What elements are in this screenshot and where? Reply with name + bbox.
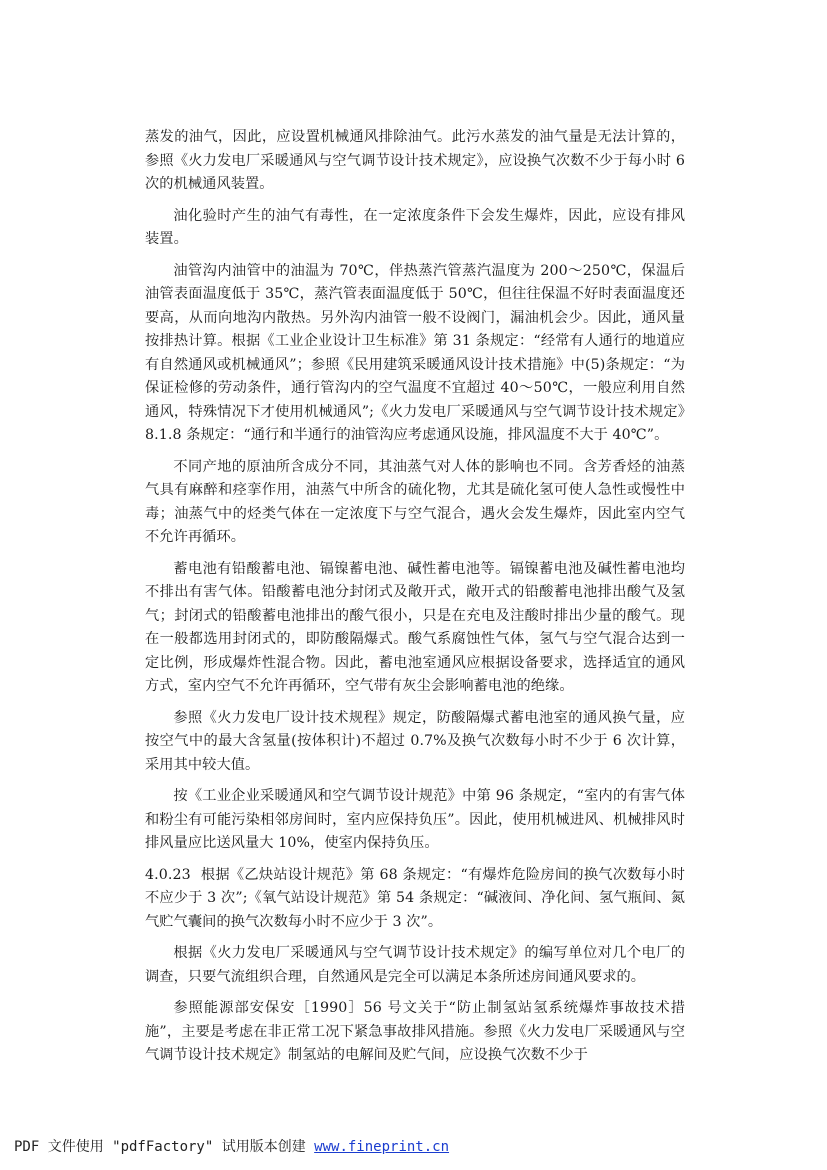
paragraph-9: 参照能源部安保安［1990］56 号文关于“防止制氢站氢系统爆炸事故技术措施”，主要是考虑在非正常工况下紧急事故排风措施。参照《火力发电厂采暖通风与空气调节设计技术规定》制氢站的电解间及贮气间，应设换气次数不少于 (145, 1000, 685, 1063)
footer-link[interactable]: www.fineprint.cn (314, 1139, 450, 1155)
paragraph-1: 蒸发的油气，因此，应设置机械通风排除油气。此污水蒸发的油气量是无法计算的，参照《火力发电厂采暖通风与空气调节设计技术规定》，应设换气次数不少于每小时 6 次的机械通风装置。 (145, 129, 685, 192)
paragraph-8: 根据《火力发电厂采暖通风与空气调节设计技术规定》的编写单位对几个电厂的调查，只要气流组织合理，自然通风是完全可以满足本条所述房间通风要求的。 (145, 945, 685, 985)
clause-text: 根据《乙炔站设计规范》第 68 条规定：“有爆炸危险房间的换气次数每小时不应少于 3 次”;《氧气站设计规范》第 54 条规定：“碱液间、净化间、氢气瓶间、氮气贮气囊间的换气次数每小时不应少于 3 次”。 (145, 866, 685, 930)
clause-4-0-23 (145, 864, 685, 935)
pdf-footer (14, 1136, 449, 1156)
paragraph-2: 油化验时产生的油气有毒性，在一定浓度条件下会发生爆炸，因此，应设有排风装置。 (145, 207, 685, 247)
footer-text: PDF 文件使用 "pdfFactory" 试用版本创建 (14, 1139, 306, 1155)
paragraph-4: 不同产地的原油所含成分不同，其油蒸气对人体的影响也不同。含芳香烃的油蒸气具有麻醉和痉挛作用，油蒸气中所含的硫化物，尤其是硫化氢可使人急性或慢性中毒；油蒸气中的烃类气体在一定浓度下与空气混合，遇火会发生爆炸，因此室内空气不允许再循环。 (145, 458, 685, 545)
clause-number: 4.0.23 (145, 866, 191, 883)
paragraph-5: 蓄电池有铅酸蓄电池、镉镍蓄电池、碱性蓄电池等。镉镍蓄电池及碱性蓄电池均不排出有害气体。铅酸蓄电池分封闭式及敞开式，敞开式的铅酸蓄电池排出酸气及氢气；封闭式的铅酸蓄电池排出的酸气很小，只是在充电及注酸时排出少量的酸气。现在一般都选用封闭式的，即防酸隔爆式。酸气系腐蚀性气体，氢气与空气混合达到一定比例，形成爆炸性混合物。因此，蓄电池室通风应根据设备要求，选择适宜的通风方式，室内空气不允许再循环，空气带有灰尘会影响蓄电池的绝缘。 (145, 560, 685, 694)
paragraph-6: 参照《火力发电厂设计技术规程》规定，防酸隔爆式蓄电池室的通风换气量，应按空气中的最大含氢量(按体积计)不超过 0.7%及换气次数每小时不少于 6 次计算，采用其中较大值。 (145, 709, 685, 773)
paragraph-3: 油管沟内油管中的油温为 70℃，伴热蒸汽管蒸汽温度为 200～250℃，保温后油管表面温度低于 35℃，蒸汽管表面温度低于 50℃，但往往保温不好时表面温度还要高，从而向地沟内散热。另外沟内油管一般不设阀门，漏油机会少。因此，通风量按排热计算。根据《工业企业设计卫生标准》第 31 条规定：“经常有人通行的地道应有自然通风或机械通风”；参照《民用建筑采暖通风设计技术措施》中(5)条规定：“为保证检修的劳动条件，通行管沟内的空气温度不宜超过 40～50℃，一般应利用自然通风，特殊情况下才使用机械通风”;《火力发电厂采暖通风与空气调节设计技术规定》8.1.8 条规定：“通行和半通行的油管沟应考虑通风设施，排风温度不大于 40℃”。 (145, 262, 685, 443)
document-body (145, 126, 685, 1076)
paragraph-7: 按《工业企业采暖通风和空气调节设计规范》中第 96 条规定，“室内的有害气体和粉尘有可能污染相邻房间时，室内应保持负压”。因此，使用机械进风、机械排风时排风量应比送风量大 10%，使室内保持负压。 (145, 788, 685, 851)
